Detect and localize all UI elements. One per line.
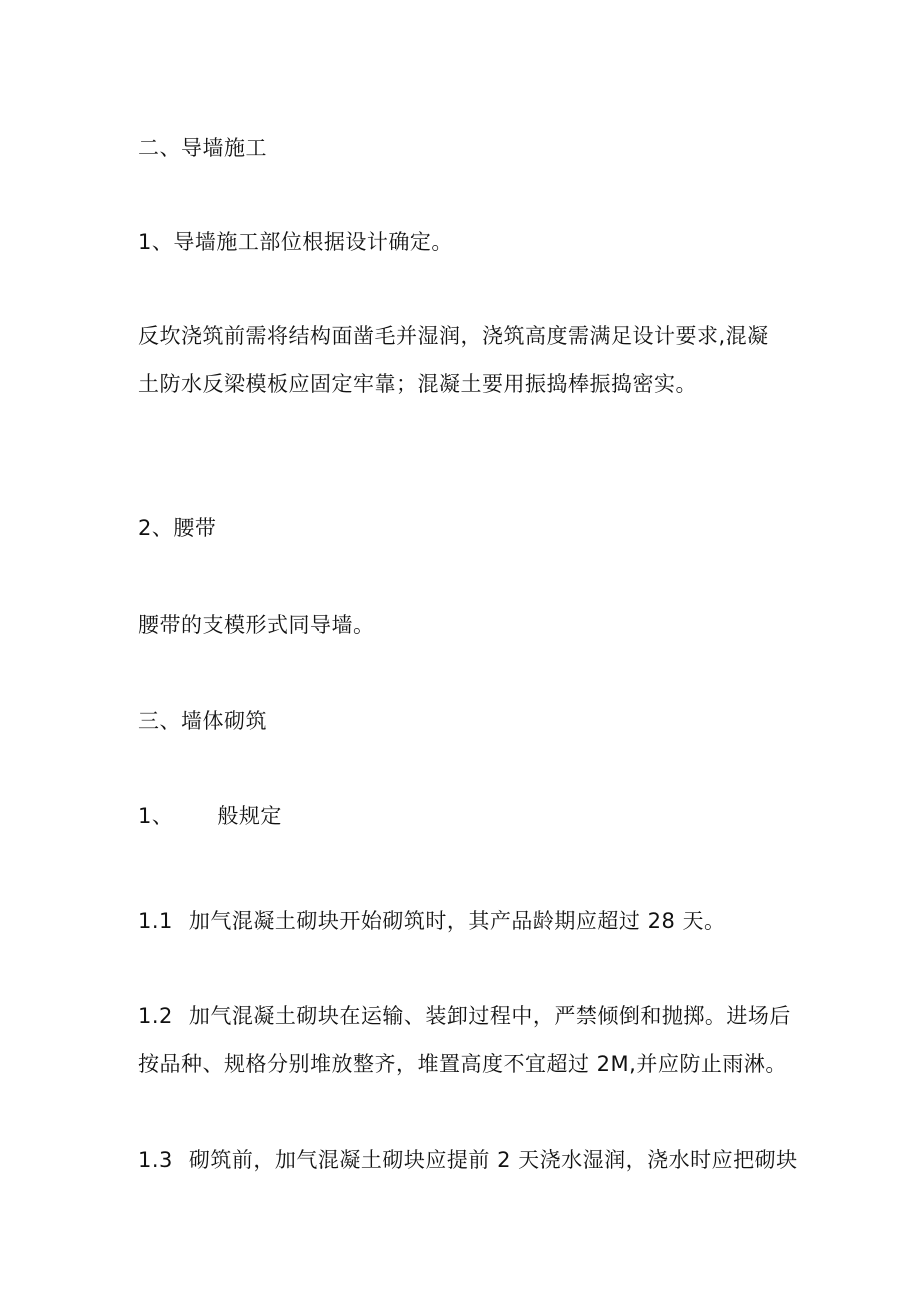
paragraph-1-line-1: [138, 323, 769, 349]
paragraph-1-line-2-text: 土防水反梁模板应固定牢靠；混凝土要用振捣棒振捣密实。: [138, 372, 697, 396]
list-item-1-2-number: 1.2: [138, 1004, 173, 1028]
section-heading-3: [138, 708, 267, 734]
list-item-1-3-line-1-text: 砌筑前，加气混凝土砌块应提前 2 天浇水湿润，浇水时应把砌块: [188, 1148, 798, 1172]
list-item-3-number: 1、: [138, 804, 174, 828]
list-item-2: [138, 515, 216, 541]
list-item-1-2-line-2: [138, 1051, 787, 1077]
list-item-1-3-line-1: [138, 1147, 798, 1173]
list-item-1-1-text: 加气混凝土砌块开始砌筑时，其产品龄期应超过 28 天。: [188, 909, 726, 933]
list-item-1-text: 1、导墙施工部位根据设计确定。: [138, 230, 453, 254]
list-item-3-text: 般规定: [217, 804, 282, 828]
list-item-1-2-line-1: [138, 1003, 791, 1029]
list-item-2-text: 2、腰带: [138, 516, 217, 540]
section-heading-3-text: 三、墙体砌筑: [138, 709, 267, 733]
list-item-1-1: [138, 908, 725, 934]
list-item-1-1-number: 1.1: [138, 909, 173, 933]
paragraph-1-line-2: [138, 371, 697, 397]
list-item-1-2-line-1-text: 加气混凝土砌块在运输、装卸过程中，严禁倾倒和抛掷。进场后: [188, 1004, 791, 1028]
paragraph-2-text: 腰带的支模形式同导墙。: [138, 613, 375, 637]
list-item-1-3-number: 1.3: [138, 1148, 173, 1172]
section-heading-2: [138, 135, 267, 161]
paragraph-1-line-1-text: 反坎浇筑前需将结构面凿毛并湿润，浇筑高度需满足设计要求,混凝: [138, 324, 769, 348]
list-item-3: [138, 803, 282, 829]
paragraph-2: [138, 612, 375, 638]
list-item-1-2-line-2-text: 按品种、规格分别堆放整齐，堆置高度不宜超过 2M,并应防止雨淋。: [138, 1052, 787, 1076]
list-item-1: [138, 229, 453, 255]
section-heading-2-text: 二、导墙施工: [138, 136, 267, 160]
